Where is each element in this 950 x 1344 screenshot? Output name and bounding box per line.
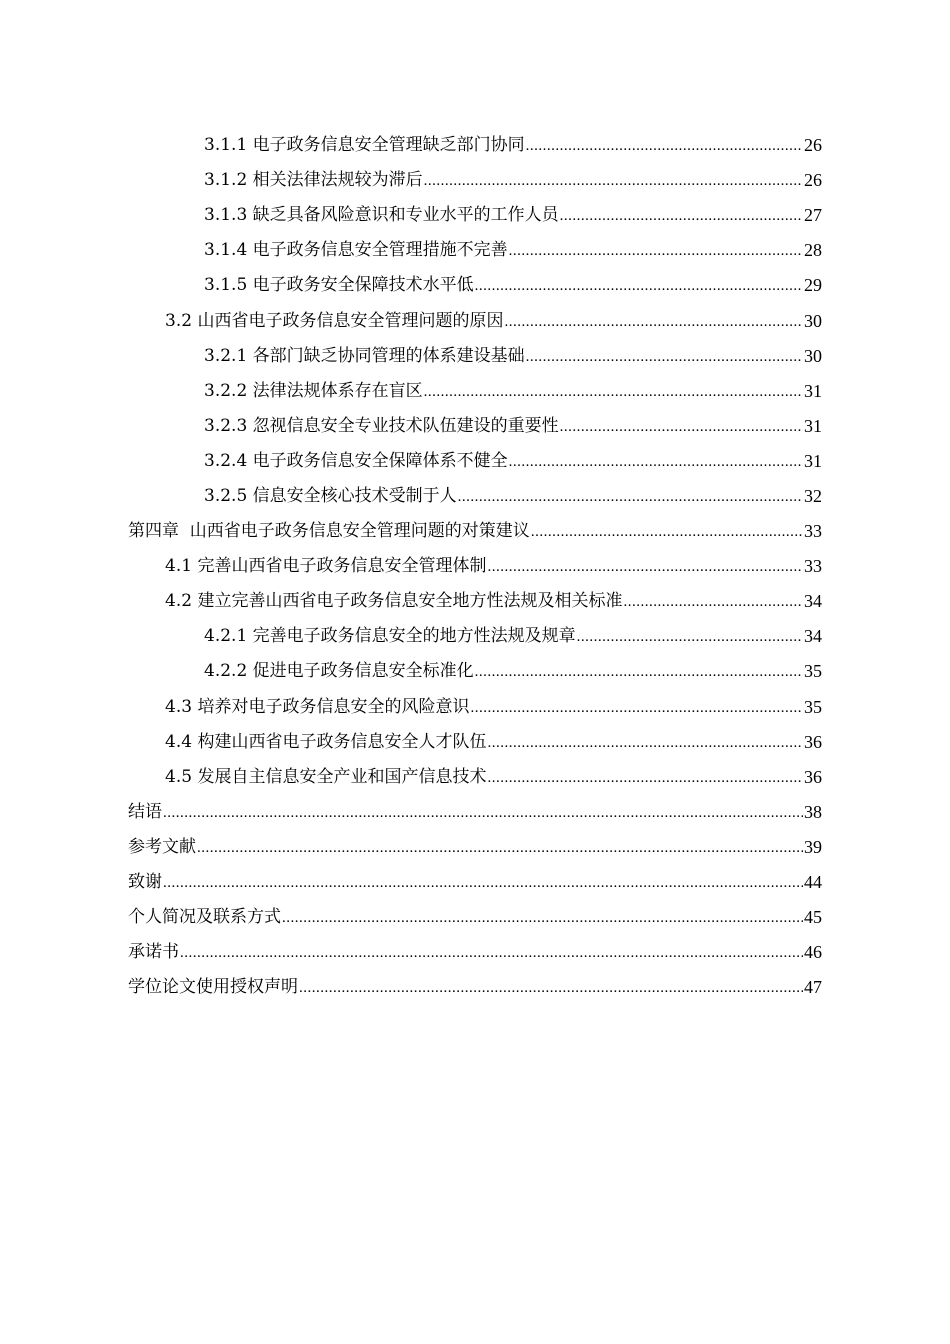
toc-dot-leader: [623, 584, 803, 619]
toc-dot-leader: [487, 725, 803, 760]
toc-page-number: 36: [804, 766, 822, 787]
toc-dot-leader: [504, 304, 803, 339]
toc-dot-leader: [526, 128, 803, 163]
toc-page-number: 32: [804, 485, 822, 506]
toc-page-number: 28: [804, 240, 822, 261]
toc-entry-commitment-letter[interactable]: [0, 935, 950, 970]
toc-entry-3-2-2[interactable]: [0, 374, 950, 409]
toc-entry-title: 4.5 发展自主信息安全产业和国产信息技术: [165, 766, 487, 787]
toc-entry-title: 承诺书: [128, 942, 179, 963]
toc-entry-3-2-5[interactable]: [0, 479, 950, 514]
toc-entry-title: 第四章 山西省电子政务信息安全管理问题的对策建议: [128, 521, 530, 542]
toc-entry-chapter-4[interactable]: [0, 514, 950, 549]
toc-entry-references[interactable]: [0, 830, 950, 865]
toc-dot-leader: [475, 654, 803, 689]
toc-dot-leader: [424, 163, 803, 198]
toc-page-number: 39: [804, 836, 822, 857]
toc-page-number: 38: [804, 801, 822, 822]
toc-page-number: 30: [804, 345, 822, 366]
toc-entry-title: 3.2.5 信息安全核心技术受制于人: [204, 485, 457, 506]
toc-dot-leader: [560, 198, 803, 233]
toc-page-number: 44: [804, 872, 822, 893]
toc-page-number: 31: [804, 450, 822, 471]
toc-dot-leader: [509, 444, 803, 479]
toc-entry-3-1-2[interactable]: [0, 163, 950, 198]
toc-page-number: 27: [804, 205, 822, 226]
toc-entry-title: 学位论文使用授权声明: [128, 977, 298, 998]
toc-page-number: 31: [804, 380, 822, 401]
toc-dot-leader: [197, 830, 803, 865]
toc-page-number: 34: [804, 626, 822, 647]
toc-entry-4-1[interactable]: [0, 549, 950, 584]
toc-dot-leader: [163, 795, 803, 830]
toc-entry-4-5[interactable]: [0, 760, 950, 795]
toc-entry-4-2-1[interactable]: [0, 619, 950, 654]
toc-dot-leader: [509, 233, 803, 268]
toc-page-number: 47: [804, 977, 822, 998]
toc-dot-leader: [487, 760, 803, 795]
toc-entry-3-2-1[interactable]: [0, 339, 950, 374]
toc-page-number: 26: [804, 135, 822, 156]
toc-dot-leader: [163, 865, 803, 900]
toc-dot-leader: [180, 935, 803, 970]
toc-entry-3-1-4[interactable]: [0, 233, 950, 268]
toc-dot-leader: [424, 374, 803, 409]
toc-page-number: 45: [804, 907, 822, 928]
toc-entry-title: 个人简况及联系方式: [128, 907, 281, 928]
toc-entry-acknowledgements[interactable]: [0, 865, 950, 900]
toc-dot-leader: [526, 339, 803, 374]
toc-page-number: 29: [804, 275, 822, 296]
toc-entry-3-1-3[interactable]: [0, 198, 950, 233]
toc-entry-title: 3.2.1 各部门缺乏协同管理的体系建设基础: [204, 345, 525, 366]
toc-entry-title: 4.2.2 促进电子政务信息安全标准化: [204, 661, 474, 682]
toc-entry-title: 结语: [128, 801, 162, 822]
toc-dot-leader: [470, 690, 803, 725]
toc-entry-title: 4.1 完善山西省电子政务信息安全管理体制: [165, 556, 487, 577]
toc-page-number: 31: [804, 415, 822, 436]
toc-entry-title: 4.3 培养对电子政务信息安全的风险意识: [165, 696, 470, 717]
toc-entry-title: 3.1.2 相关法律法规较为滞后: [204, 170, 423, 191]
toc-entry-title: 3.1.3 缺乏具备风险意识和专业水平的工作人员: [204, 205, 559, 226]
toc-page-number: 30: [804, 310, 822, 331]
toc-entry-title: 参考文献: [128, 836, 196, 857]
toc-entry-title: 4.4 构建山西省电子政务信息安全人才队伍: [165, 731, 487, 752]
table-of-contents: [0, 128, 950, 1005]
toc-page-number: 26: [804, 170, 822, 191]
toc-dot-leader: [458, 479, 803, 514]
toc-entry-title: 3.1.4 电子政务信息安全管理措施不完善: [204, 240, 508, 261]
toc-entry-4-2[interactable]: [0, 584, 950, 619]
toc-entry-3-2[interactable]: [0, 303, 950, 338]
toc-entry-title: 致谢: [128, 872, 162, 893]
toc-entry-title: 4.2 建立完善山西省电子政务信息安全地方性法规及相关标准: [165, 591, 623, 612]
toc-page-number: 46: [804, 942, 822, 963]
toc-entry-title: 3.1.1 电子政务信息安全管理缺乏部门协同: [204, 135, 525, 156]
toc-page-number: 35: [804, 696, 822, 717]
toc-entry-personal-profile[interactable]: [0, 900, 950, 935]
toc-entry-4-4[interactable]: [0, 725, 950, 760]
toc-entry-title: 3.2.2 法律法规体系存在盲区: [204, 380, 423, 401]
toc-entry-3-1-5[interactable]: [0, 268, 950, 303]
toc-entry-title: 3.2.4 电子政务信息安全保障体系不健全: [204, 450, 508, 471]
toc-dot-leader: [531, 514, 803, 549]
toc-entry-title: 3.1.5 电子政务安全保障技术水平低: [204, 275, 474, 296]
toc-entry-3-2-3[interactable]: [0, 409, 950, 444]
toc-page-number: 33: [804, 521, 822, 542]
toc-page-number: 36: [804, 731, 822, 752]
toc-dot-leader: [475, 268, 803, 303]
toc-entry-authorization-statement[interactable]: [0, 970, 950, 1005]
toc-page-number: 35: [804, 661, 822, 682]
toc-entry-title: 4.2.1 完善电子政务信息安全的地方性法规及规章: [204, 626, 576, 647]
toc-dot-leader: [577, 619, 803, 654]
toc-entry-4-3[interactable]: [0, 690, 950, 725]
toc-dot-leader: [299, 970, 803, 1005]
toc-dot-leader: [487, 549, 803, 584]
toc-page-number: 33: [804, 556, 822, 577]
toc-dot-leader: [282, 900, 803, 935]
toc-entry-3-2-4[interactable]: [0, 444, 950, 479]
toc-entry-title: 3.2.3 忽视信息安全专业技术队伍建设的重要性: [204, 415, 559, 436]
toc-dot-leader: [560, 409, 803, 444]
toc-entry-title: 3.2 山西省电子政务信息安全管理问题的原因: [165, 310, 504, 331]
toc-entry-3-1-1[interactable]: [0, 128, 950, 163]
toc-entry-4-2-2[interactable]: [0, 654, 950, 689]
toc-entry-conclusion[interactable]: [0, 795, 950, 830]
toc-page-number: 34: [804, 591, 822, 612]
